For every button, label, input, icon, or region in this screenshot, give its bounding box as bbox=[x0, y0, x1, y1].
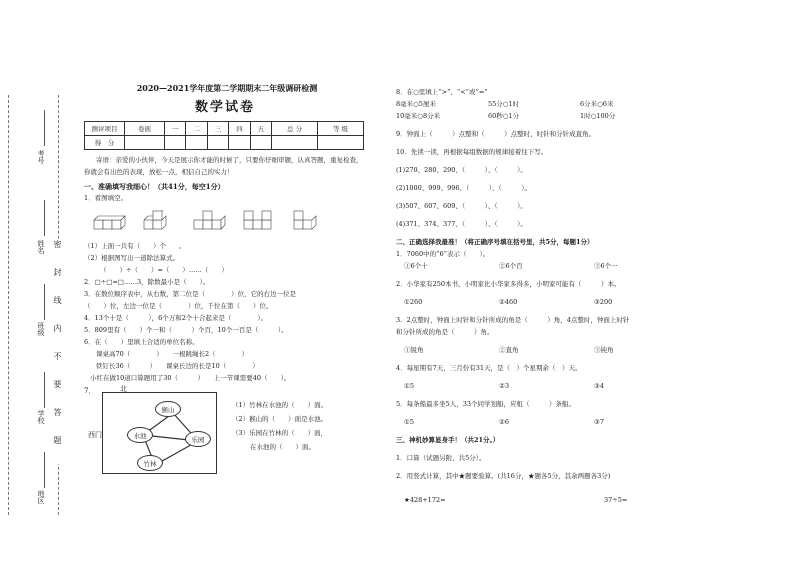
s2-q5-options bbox=[404, 416, 766, 428]
score-cell[interactable] bbox=[207, 136, 228, 150]
question-3: 3．在数位顺序表中，从右数，第二位是（ ）位，它的右边一位是 bbox=[84, 290, 297, 298]
calc-item[interactable]: 37÷5= bbox=[604, 496, 628, 504]
score-header-cell: 五 bbox=[250, 122, 271, 136]
s3-question-1: 1．口算（试题另附，共5分）。 bbox=[396, 454, 486, 462]
score-header-cell: 总 分 bbox=[272, 122, 318, 136]
section1-title: 一、准确填写我细心！（共41分，每空1分） bbox=[84, 182, 225, 191]
question-8-row bbox=[396, 98, 766, 110]
cube-stack-icon bbox=[142, 210, 176, 234]
s2-q2-options bbox=[404, 296, 766, 308]
map-frame bbox=[102, 392, 217, 474]
option[interactable]: ③钝角 bbox=[594, 346, 614, 354]
question-10-row: (3)507、607、609、（ ）、（ ）。 bbox=[396, 202, 527, 210]
option[interactable]: ③4 bbox=[594, 382, 604, 390]
question-7-label: 7． bbox=[84, 387, 96, 395]
question-6: 6．在（ ）里填上合适的单位名称。 bbox=[84, 338, 199, 346]
section2-title: 二、正确选择我最准！（将正确序号填在括号里，共5分，每题1分） bbox=[396, 238, 594, 246]
score-cell[interactable] bbox=[125, 136, 165, 150]
question-1: 1．看图填空。 bbox=[84, 194, 128, 202]
score-header-cell: 一 bbox=[164, 122, 185, 136]
score-header-cell: 卷面 bbox=[125, 122, 165, 136]
seal-char: 答 bbox=[53, 408, 62, 436]
subject-title: 数学试卷 bbox=[194, 100, 255, 115]
s2-q4-options bbox=[404, 380, 766, 392]
option[interactable]: ①6个十 bbox=[404, 262, 428, 270]
area-blank[interactable] bbox=[44, 452, 45, 488]
map-question-d: 在水池的（ ）面。 bbox=[250, 443, 315, 451]
cube-stack-icon bbox=[192, 210, 226, 234]
question-10: 10．先读一读，再根据每组数据的规律接着往下写。 bbox=[396, 148, 548, 156]
cube-figures bbox=[92, 210, 366, 236]
compare-item[interactable]: 8毫米○5厘米 bbox=[396, 100, 436, 108]
seal-char: 密 bbox=[53, 240, 62, 268]
question-10-row: (4)371、374、377、（ ）、（ ）。 bbox=[396, 220, 527, 228]
option[interactable]: ①5 bbox=[404, 418, 414, 426]
map-questions bbox=[232, 398, 372, 454]
option[interactable]: ①锐角 bbox=[404, 346, 424, 354]
seal-char: 内 bbox=[53, 324, 62, 352]
s2-question-5: 5．每条船最多坐5人，33个同学划船，应租（ ）条船。 bbox=[396, 400, 576, 408]
class-blank[interactable] bbox=[44, 284, 45, 320]
map-question-b: （2）猴山的（ ）面是水池。 bbox=[232, 415, 328, 423]
option[interactable]: ③7 bbox=[594, 418, 604, 426]
exam-no-label: 考号 bbox=[37, 150, 45, 164]
map-question bbox=[84, 386, 366, 476]
question-10-row: (2)1000、999、996、（ ）、（ ）。 bbox=[396, 184, 532, 192]
seal-char: 封 bbox=[53, 268, 62, 296]
s2-question-2: 2．小华家有250本书，小明家比小华家多得多，小明家可能有（ ）本。 bbox=[396, 280, 621, 288]
score-row-label: 得 分 bbox=[85, 136, 125, 150]
option[interactable]: ②6个百 bbox=[499, 262, 523, 270]
score-header-cell: 四 bbox=[229, 122, 250, 136]
question-2: 2．□÷□=□……3，除数最小是（ ）。 bbox=[84, 278, 210, 286]
compare-item[interactable]: 6分米○6米 bbox=[580, 100, 614, 108]
map-node-pool: 水池 bbox=[127, 427, 153, 443]
question-9: 9．钟面上（ ）点整和（ ）点整时，时针和分针成直角。 bbox=[396, 130, 596, 138]
school-blank[interactable] bbox=[44, 372, 45, 408]
s3-question-2: 2．用竖式计算，其中★题要验算。(共16分，★题各5分，其余两题各3分) bbox=[396, 472, 611, 480]
score-header-cell: 三 bbox=[207, 122, 228, 136]
s3-calc-row bbox=[396, 494, 766, 506]
question-8-row bbox=[396, 110, 766, 122]
question-6a: 课桌高70（ ） 一根跳绳长2（ ） bbox=[96, 350, 249, 358]
question-10-row: (1)270、280、290、（ ）、（ ）。 bbox=[396, 166, 527, 174]
west-gate-label: 西门 bbox=[88, 431, 102, 439]
s2-q1-options bbox=[404, 260, 766, 272]
seal-line-text bbox=[52, 240, 63, 464]
cube-stack-icon bbox=[242, 210, 276, 234]
area-label: 地区 bbox=[37, 490, 45, 504]
seal-char: 不 bbox=[53, 352, 62, 380]
map-question-c: （3）乐园在竹林的（ ）面， bbox=[232, 429, 328, 437]
seal-char: 线 bbox=[53, 296, 62, 324]
score-cell[interactable] bbox=[186, 136, 207, 150]
compare-item[interactable]: 1时○100分 bbox=[580, 112, 616, 120]
option[interactable]: ①5 bbox=[404, 382, 414, 390]
question-5: 5．809里有（ ）个一和（ ）个百，10个一百是（ ）。 bbox=[84, 326, 288, 334]
north-label: 北 bbox=[120, 385, 127, 393]
option[interactable]: ③200 bbox=[594, 298, 613, 306]
score-header-cell: 等 级 bbox=[318, 122, 364, 136]
map-node-monkey-hill: 猴山 bbox=[155, 401, 181, 417]
binding-margin bbox=[0, 0, 62, 562]
option[interactable]: ②3 bbox=[499, 382, 509, 390]
score-table-header-row bbox=[85, 122, 364, 136]
class-label: 班级 bbox=[37, 322, 45, 336]
name-blank[interactable] bbox=[44, 200, 45, 236]
seal-char: 题 bbox=[53, 436, 62, 464]
option[interactable]: ②6 bbox=[499, 418, 509, 426]
section3-title: 三、神机妙算显身手！（共21分。） bbox=[396, 436, 500, 444]
s2-question-3: 3．2点整时，钟面上时针和分针所成的角是（ ）角，4点整时，钟面上时针 bbox=[396, 316, 630, 324]
map-node-playground: 乐园 bbox=[185, 431, 211, 447]
left-column bbox=[84, 83, 366, 476]
question-1a: （1）上面一共有（ ）个 。 bbox=[84, 242, 186, 250]
compare-item[interactable]: 10毫米○8分米 bbox=[396, 112, 441, 120]
score-cell[interactable] bbox=[318, 136, 364, 150]
s2-question-1: 1．7060中的“6”表示（ ）。 bbox=[396, 250, 490, 258]
score-cell[interactable] bbox=[164, 136, 185, 150]
score-header-cell: 测评项目 bbox=[85, 122, 125, 136]
compare-item[interactable]: 60秒○1分 bbox=[488, 112, 520, 120]
school-label: 学校 bbox=[37, 410, 45, 424]
s2-q3-options bbox=[404, 344, 766, 356]
question-1b-formula[interactable]: （ ）÷（ ）=（ ）……（ ） bbox=[100, 266, 228, 274]
name-label: 姓名 bbox=[37, 240, 45, 254]
exam-title: 2020—2021学年度第二学期期末二年级调研检测 bbox=[136, 83, 318, 93]
score-cell[interactable] bbox=[229, 136, 250, 150]
map-node-bamboo: 竹林 bbox=[137, 455, 163, 471]
question-8: 8．在○里填上“>”、“<”或“=” bbox=[396, 88, 488, 96]
option[interactable]: ③6个一 bbox=[594, 262, 618, 270]
question-3-cont: （ ）位，左边一位是（ ）位，千位在第（ ）位。 bbox=[84, 302, 273, 310]
cube-stack-icon bbox=[92, 210, 126, 234]
score-table-row bbox=[85, 136, 364, 150]
question-6c: 小红在做10道口算题用了30（ ） 上一节课需要40（ ）。 bbox=[90, 374, 291, 382]
option[interactable]: ②直角 bbox=[499, 346, 519, 354]
intro-message: 寄语：亲爱的小伙伴，今天是展示你才能的时候了，只要你仔细审题，认真答题，重复检查，你就会有出色的表现，放松一点，相信自己的实力！ bbox=[84, 156, 363, 176]
calc-item[interactable]: ★428+172= bbox=[404, 496, 446, 504]
cube-stack-icon bbox=[292, 210, 326, 234]
s2-question-4: 4．每星期有7天，三月份有31天，是（ ）个星期余（ ）天。 bbox=[396, 364, 582, 372]
question-1b: （2）根据图写出一道除法算式。 bbox=[84, 254, 180, 262]
option[interactable]: ②460 bbox=[499, 298, 518, 306]
score-cell[interactable] bbox=[250, 136, 271, 150]
seal-char: 要 bbox=[53, 380, 62, 408]
score-header-cell: 二 bbox=[186, 122, 207, 136]
exam-no-blank[interactable] bbox=[44, 110, 45, 146]
score-table bbox=[84, 121, 364, 150]
score-cell[interactable] bbox=[272, 136, 318, 150]
binding-line-outer bbox=[8, 95, 9, 515]
right-column bbox=[396, 86, 766, 506]
option[interactable]: ①260 bbox=[404, 298, 423, 306]
question-6b: 铁钉长36（ ） 课桌长边的长是10（ ） bbox=[96, 362, 259, 370]
compare-item[interactable]: 55分○1时 bbox=[488, 100, 520, 108]
question-4: 4．13个十是（ ），6个万和2个十合起来是（ ）。 bbox=[84, 314, 268, 322]
map-question-a: （1）竹林在水池的（ ）面。 bbox=[232, 401, 328, 409]
s2-question-3-cont: 和分针所成的角是（ ）角。 bbox=[396, 328, 494, 336]
